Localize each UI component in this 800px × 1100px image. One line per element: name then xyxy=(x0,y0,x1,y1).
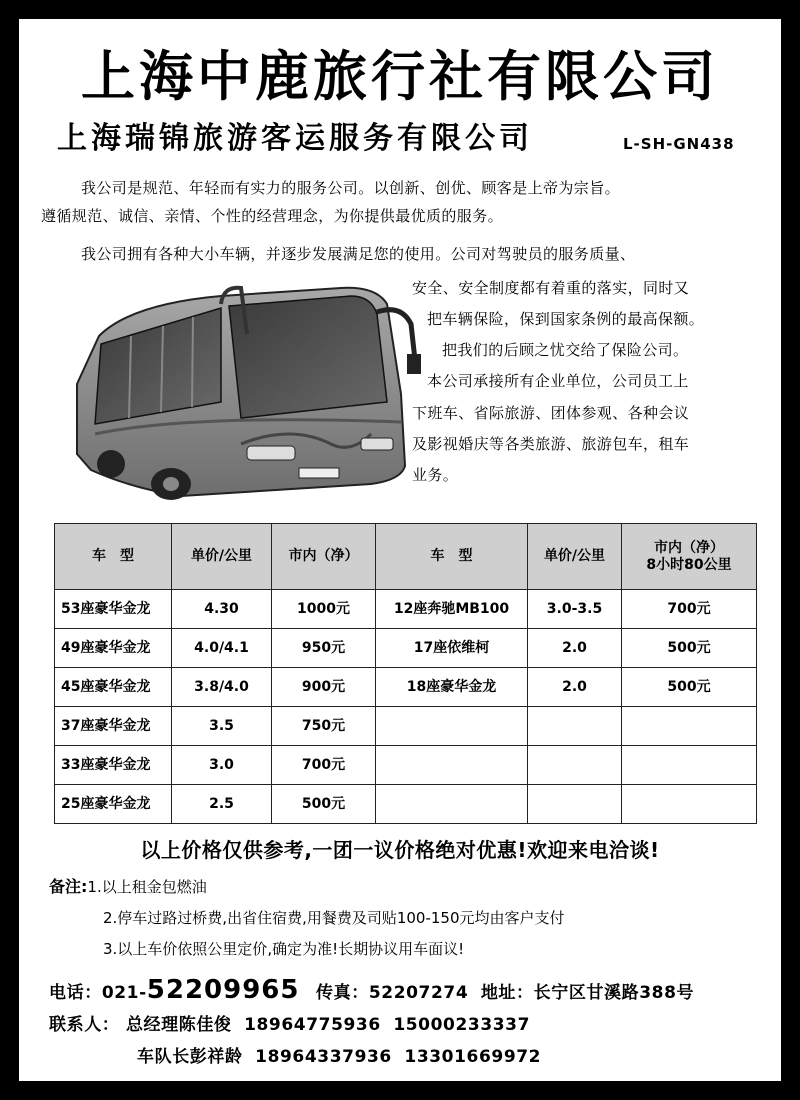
person-1-phone-2: 15000233337 xyxy=(393,1015,531,1035)
intro-line-7: 本公司承接所有企业单位，公司员工上 xyxy=(427,372,689,390)
contact-label: 联系人： xyxy=(49,1015,120,1035)
header-model-1: 车 型 xyxy=(55,524,172,590)
remark-item-3: 3.以上车价依照公里定价,确定为准!长期协议用车面议! xyxy=(103,940,465,958)
cell-city-2 xyxy=(622,746,757,785)
cell-unit-1: 3.0 xyxy=(172,746,272,785)
fax-number: 52207274 xyxy=(368,983,469,1003)
cell-unit-1: 4.0/4.1 xyxy=(172,629,272,668)
cell-model-2 xyxy=(376,707,528,746)
table-row xyxy=(55,707,757,746)
address: 长宁区甘溪路388号 xyxy=(533,983,695,1003)
cell-model-2 xyxy=(376,746,528,785)
table-row xyxy=(55,629,757,668)
cell-model-1: 33座豪华金龙 xyxy=(55,746,172,785)
remark-label: 备注: xyxy=(49,877,88,896)
cell-city-1: 500元 xyxy=(272,785,376,824)
cell-unit-2: 2.0 xyxy=(528,668,622,707)
cell-model-2: 17座依维柯 xyxy=(376,629,528,668)
cell-model-1: 53座豪华金龙 xyxy=(55,590,172,629)
cell-city-1: 950元 xyxy=(272,629,376,668)
cell-city-2: 500元 xyxy=(622,668,757,707)
intro-line-9: 及影视婚庆等各类旅游、旅游包车，租车 xyxy=(412,435,690,453)
phone-number: 52209965 xyxy=(146,975,300,1005)
cell-model-2: 18座豪华金龙 xyxy=(376,668,528,707)
intro-line-5: 把车辆保险，保到国家条例的最高保额。 xyxy=(427,310,705,328)
table-row xyxy=(55,590,757,629)
cell-model-2 xyxy=(376,785,528,824)
cell-city-1: 1000元 xyxy=(272,590,376,629)
header-city-net-2-line-1: 市内（净） xyxy=(654,539,724,556)
contact-line-1 xyxy=(49,975,694,1005)
cell-city-2: 500元 xyxy=(622,629,757,668)
remark-item-1: 1.以上租金包燃油 xyxy=(87,878,207,896)
cell-unit-2 xyxy=(528,746,622,785)
cell-unit-1: 4.30 xyxy=(172,590,272,629)
address-label: 地址： xyxy=(480,983,534,1003)
fax-label: 传真： xyxy=(316,983,369,1003)
person-2-phone-2: 13301669972 xyxy=(404,1047,542,1067)
cell-unit-1: 2.5 xyxy=(172,785,272,824)
header-model-2: 车 型 xyxy=(376,524,528,590)
person-1-phone-1: 18964775936 xyxy=(244,1015,381,1035)
phone-prefix: 021- xyxy=(101,983,147,1003)
cell-city-2: 700元 xyxy=(622,590,757,629)
intro-line-6: 把我们的后顾之忧交给了保险公司。 xyxy=(442,341,689,359)
cell-city-1: 700元 xyxy=(272,746,376,785)
cell-unit-1: 3.5 xyxy=(172,707,272,746)
cell-unit-2 xyxy=(528,785,622,824)
cell-city-2 xyxy=(622,707,757,746)
intro-line-10: 业务。 xyxy=(412,466,459,484)
price-notice: 以上价格仅供参考,一团一议价格绝对优惠!欢迎来电洽谈! xyxy=(140,838,660,862)
license-number: L-SH-GN438 xyxy=(623,135,735,153)
intro-line-3: 我公司拥有各种大小车辆，并逐步发展满足您的使用。公司对驾驶员的服务质量、 xyxy=(81,245,636,263)
table-row xyxy=(55,785,757,824)
company-title: 上海中鹿旅行社有限公司 xyxy=(81,45,719,108)
bus-image xyxy=(71,274,427,504)
table-row xyxy=(55,668,757,707)
contact-person-1: 总经理陈佳俊 xyxy=(125,1015,232,1035)
header-city-net-1: 市内（净） xyxy=(272,524,376,590)
company-subtitle: 上海瑞锦旅游客运服务有限公司 xyxy=(57,121,533,156)
cell-model-1: 45座豪华金龙 xyxy=(55,668,172,707)
cell-unit-2: 2.0 xyxy=(528,629,622,668)
header-unit-price-2: 单价/公里 xyxy=(528,524,622,590)
flyer-sheet xyxy=(19,19,781,1081)
cell-model-2: 12座奔驰MB100 xyxy=(376,590,528,629)
cell-unit-2: 3.0-3.5 xyxy=(528,590,622,629)
cell-model-1: 49座豪华金龙 xyxy=(55,629,172,668)
header-city-net-2-line-2: 8小时80公里 xyxy=(646,556,732,573)
person-2-phone-1: 18964337936 xyxy=(255,1047,392,1067)
header-unit-price-1: 单价/公里 xyxy=(172,524,272,590)
header-city-net-2 xyxy=(622,524,757,590)
intro-line-2: 遵循规范、诚信、亲情、个性的经营理念，为你提供最优质的服务。 xyxy=(41,207,504,225)
rate-table-header xyxy=(55,524,757,590)
contact-line-2 xyxy=(49,1010,530,1035)
intro-line-8: 下班车、省际旅游、团体参观、各种会议 xyxy=(412,404,690,422)
contact-line-3 xyxy=(137,1042,541,1067)
cell-unit-2 xyxy=(528,707,622,746)
cell-city-1: 900元 xyxy=(272,668,376,707)
intro-line-4: 安全、安全制度都有着重的落实，同时又 xyxy=(412,279,690,297)
remark-item-2: 2.停车过路过桥费,出省住宿费,用餐费及司贴100-150元均由客户支付 xyxy=(103,909,565,927)
cell-model-1: 37座豪华金龙 xyxy=(55,707,172,746)
rate-table xyxy=(54,523,757,824)
cell-city-2 xyxy=(622,785,757,824)
remark-line-1 xyxy=(49,875,207,899)
cell-unit-1: 3.8/4.0 xyxy=(172,668,272,707)
intro-line-1: 我公司是规范、年轻而有实力的服务公司。以创新、创优、顾客是上帝为宗旨。 xyxy=(81,179,621,197)
cell-model-1: 25座豪华金龙 xyxy=(55,785,172,824)
table-row xyxy=(55,746,757,785)
phone-label: 电话： xyxy=(49,983,102,1003)
contact-person-2: 车队长彭祥龄 xyxy=(137,1047,243,1067)
cell-city-1: 750元 xyxy=(272,707,376,746)
